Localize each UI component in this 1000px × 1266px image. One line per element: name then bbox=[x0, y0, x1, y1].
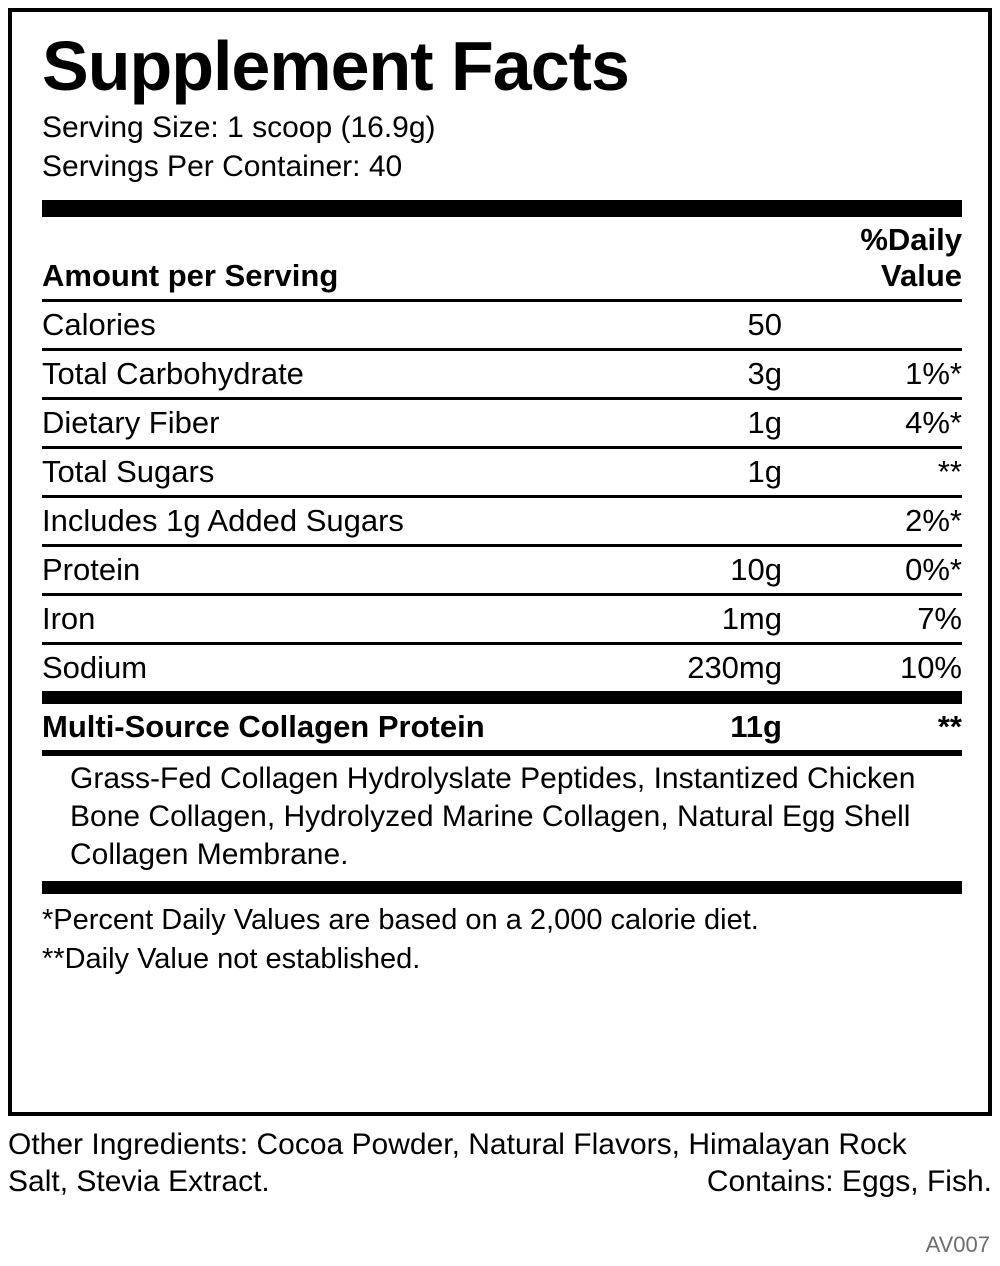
row-amount-added-sugars bbox=[567, 496, 782, 545]
row-label-dietary-fiber: Dietary Fiber bbox=[42, 398, 567, 447]
product-code: AV007 bbox=[925, 1232, 990, 1257]
allergen-contains-statement: Contains: Eggs, Fish. bbox=[706, 1165, 992, 1199]
blend-table bbox=[42, 704, 962, 753]
row-dv-total-sugars: ** bbox=[782, 447, 962, 496]
row-amount-total-sugars: 1g bbox=[567, 447, 782, 496]
table-row bbox=[42, 496, 962, 545]
header-spacer bbox=[567, 217, 782, 301]
row-label-iron: Iron bbox=[42, 594, 567, 643]
header-amount-per-serving: Amount per Serving bbox=[42, 217, 567, 301]
row-dv-added-sugars: 2%* bbox=[782, 496, 962, 545]
servings-per-container-text: Servings Per Container: 40 bbox=[42, 149, 403, 183]
row-label-total-carbohydrate: Total Carbohydrate bbox=[42, 349, 567, 398]
footnote-percent-daily-values: *Percent Daily Values are based on a 2,000 calorie diet. bbox=[42, 903, 759, 936]
row-dv-sodium: 10% bbox=[899, 649, 962, 685]
row-amount-protein: 10g bbox=[567, 545, 782, 594]
table-header-row bbox=[42, 217, 962, 301]
supplement-facts-content bbox=[42, 27, 962, 979]
blend-amount: 11g bbox=[567, 704, 782, 752]
row-dv-protein: 0%* bbox=[782, 545, 962, 594]
table-row bbox=[42, 398, 962, 447]
other-ingredients-block bbox=[8, 1126, 992, 1200]
footnote-daily-value-not-established: **Daily Value not established. bbox=[42, 943, 421, 976]
row-amount-dietary-fiber: 1g bbox=[567, 398, 782, 447]
row-dv-iron: 7% bbox=[782, 594, 962, 643]
blend-dv: ** bbox=[782, 704, 962, 752]
blend-ingredients: Grass-Fed Collagen Hydrolyslate Peptides, Instantized Chicken Bone Collagen, Hydrolyzed Marine Collagen, Natural Egg Shell Collagen Membrane. bbox=[70, 761, 916, 872]
divider-thick-blend bbox=[42, 691, 962, 704]
row-dv-total-carbohydrate: 1%* bbox=[782, 349, 962, 398]
row-amount-total-carbohydrate: 3g bbox=[567, 349, 782, 398]
table-row bbox=[42, 643, 962, 691]
other-ingredients-line1: Other Ingredients: Cocoa Powder, Natural Flavors, Himalayan Rock bbox=[8, 1128, 907, 1161]
blend-label: Multi-Source Collagen Protein bbox=[42, 704, 567, 752]
row-label-calories: Calories bbox=[42, 300, 567, 349]
row-label-protein: Protein bbox=[42, 545, 567, 594]
table-row bbox=[42, 300, 962, 349]
table-row bbox=[42, 349, 962, 398]
row-amount-calories: 50 bbox=[567, 300, 782, 349]
row-amount-sodium: 230mg bbox=[687, 649, 782, 685]
table-row bbox=[42, 594, 962, 643]
header-daily-value: %Daily Value bbox=[782, 217, 962, 301]
row-label-total-sugars: Total Sugars bbox=[42, 447, 567, 496]
table-row bbox=[42, 545, 962, 594]
row-dv-dietary-fiber: 4%* bbox=[782, 398, 962, 447]
row-dv-calories bbox=[782, 300, 962, 349]
row-amount-iron: 1mg bbox=[567, 594, 782, 643]
row-label-added-sugars: Includes 1g Added Sugars bbox=[42, 496, 567, 545]
table-row bbox=[42, 447, 962, 496]
blend-row bbox=[42, 704, 962, 752]
other-ingredients-line2: Salt, Stevia Extract. bbox=[8, 1165, 270, 1199]
page-title: Supplement Facts bbox=[42, 27, 629, 105]
row-label-sodium: Sodium bbox=[42, 649, 148, 685]
divider-thick-top bbox=[42, 200, 962, 217]
supplement-facts-panel bbox=[8, 8, 992, 1116]
divider-thick-footnotes bbox=[42, 881, 962, 894]
serving-size-text: Serving Size: 1 scoop (16.9g) bbox=[42, 110, 436, 144]
nutrition-table bbox=[42, 217, 962, 691]
